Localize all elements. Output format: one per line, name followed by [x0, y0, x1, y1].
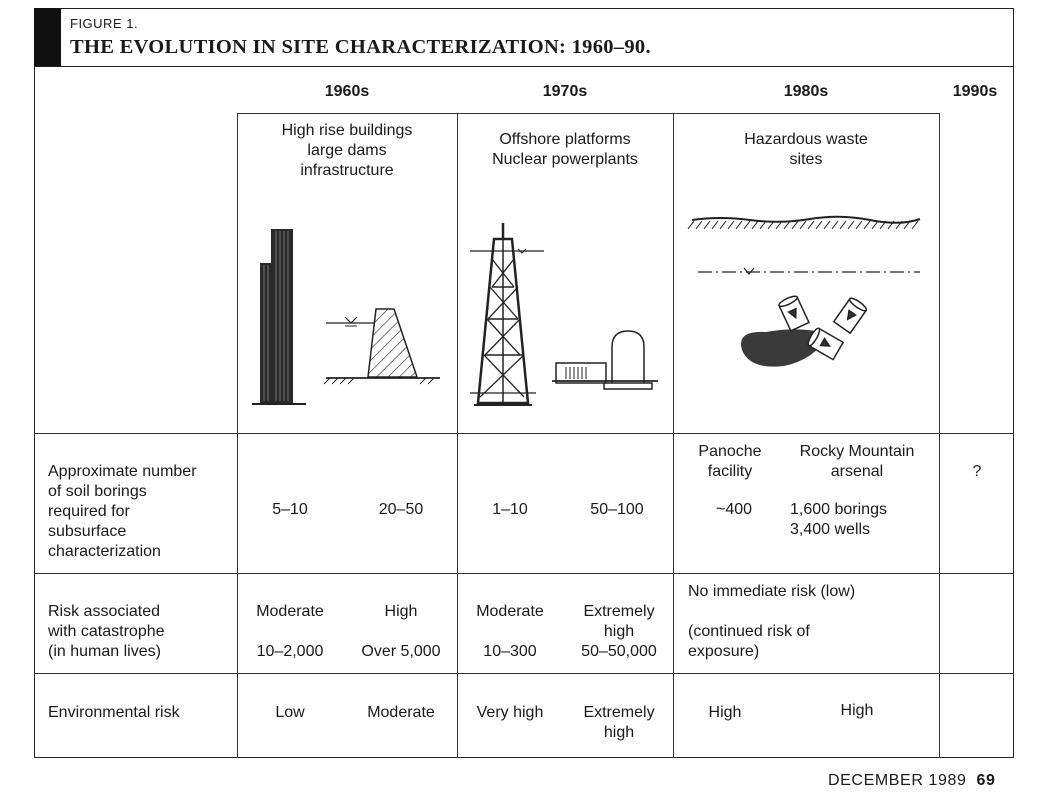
risk-note-cont: exposure) — [688, 643, 760, 660]
rocky-arsenal: arsenal — [830, 463, 884, 480]
project-infrastructure: infrastructure — [300, 162, 394, 179]
panoche-header — [684, 442, 776, 482]
risk-level: Extremely — [583, 603, 655, 620]
row-label-borings — [48, 462, 197, 562]
high-rise-building-icon — [252, 229, 306, 404]
project-dams: large dams — [307, 142, 387, 159]
env-offshore: Very high — [476, 704, 544, 721]
catastrophe-hazardous — [688, 582, 855, 662]
row-label-line: (in human lives) — [48, 643, 161, 660]
catastrophe-offshore — [464, 602, 556, 662]
decade-1990s: 1990s — [952, 83, 998, 100]
risk-level: Moderate — [476, 603, 544, 620]
row-label-line: subsurface — [48, 523, 127, 540]
footer-date: DECEMBER 1989 — [828, 772, 967, 789]
lives-range: 10–300 — [483, 643, 537, 660]
page-footer — [828, 772, 996, 790]
row-label-environmental: Environmental risk — [48, 704, 180, 721]
catastrophe-highrise — [244, 602, 336, 662]
decade-1960s: 1960s — [324, 83, 370, 100]
borings-rocky-count: 1,600 borings — [790, 501, 887, 518]
risk-level-cont: high — [603, 623, 635, 640]
borings-highrise: 5–10 — [272, 501, 308, 518]
figure-title: THE EVOLUTION IN SITE CHARACTERIZATION: 1960–90. — [70, 36, 651, 58]
env-panoche: High — [708, 704, 742, 721]
env-nuclear — [568, 703, 670, 743]
grid-line-col1 — [237, 113, 238, 758]
page-number: 69 — [976, 772, 996, 789]
risk-note: (continued risk of — [688, 623, 810, 640]
env-level: Extremely — [583, 704, 655, 721]
grid-line-col2 — [457, 113, 458, 758]
offshore-platform-icon — [470, 223, 544, 405]
grid-line-decades — [237, 113, 939, 114]
projects-1980s — [690, 130, 922, 170]
env-rocky: High — [840, 702, 874, 719]
row-label-line: Risk associated — [48, 603, 161, 620]
project-sites: sites — [789, 151, 823, 168]
borings-1990s: ? — [972, 463, 982, 480]
borings-panoche: ~400 — [715, 501, 753, 518]
projects-1960s — [244, 121, 450, 181]
borings-nuclear: 50–100 — [590, 501, 644, 518]
building-and-dam-illustration — [244, 215, 454, 420]
panoche-name: Panoche — [698, 443, 762, 460]
grid-line-row3 — [34, 673, 1014, 674]
decade-1970s: 1970s — [542, 83, 588, 100]
dam-icon — [324, 309, 440, 384]
risk-level: Moderate — [256, 603, 324, 620]
row-label-line: Approximate number — [48, 463, 197, 480]
env-dams: Moderate — [367, 704, 435, 721]
grid-line-row2 — [34, 573, 1014, 574]
water-table-icon — [698, 268, 920, 274]
project-nuclear: Nuclear powerplants — [492, 151, 638, 168]
panoche-facility: facility — [707, 463, 753, 480]
risk-level: High — [384, 603, 418, 620]
row-label-catastrophe — [48, 602, 165, 662]
rocky-name: Rocky Mountain — [799, 443, 915, 460]
row-label-line: characterization — [48, 543, 161, 560]
row-label-line: with catastrophe — [48, 623, 165, 640]
decade-1980s: 1980s — [783, 83, 829, 100]
platform-and-plant-illustration — [462, 215, 668, 420]
project-offshore: Offshore platforms — [499, 131, 631, 148]
figure-label: FIGURE 1. — [70, 16, 139, 31]
rocky-header — [782, 442, 932, 482]
wells-rocky-count: 3,400 wells — [790, 521, 871, 538]
borings-dams: 20–50 — [378, 501, 424, 518]
lives-range: 50–50,000 — [581, 643, 657, 660]
project-highrise: High rise buildings — [281, 122, 413, 139]
grid-line-col3 — [673, 113, 674, 758]
header-divider — [34, 66, 1014, 67]
figure-marker-bar — [34, 8, 61, 66]
grid-line-col4 — [939, 113, 940, 758]
lives-range: 10–2,000 — [256, 643, 324, 660]
hazardous-waste-illustration — [680, 210, 936, 420]
catastrophe-dams — [352, 602, 450, 662]
project-hazardous-waste: Hazardous waste — [744, 131, 868, 148]
borings-rocky — [790, 500, 887, 540]
row-label-line: of soil borings — [48, 483, 147, 500]
projects-1970s — [462, 130, 668, 170]
lives-range: Over 5,000 — [361, 643, 441, 660]
ground-surface-icon — [688, 217, 920, 229]
borings-offshore: 1–10 — [492, 501, 528, 518]
catastrophe-nuclear — [568, 602, 670, 662]
risk-level: No immediate risk (low) — [688, 583, 856, 600]
nuclear-plant-icon — [552, 331, 658, 389]
env-level-cont: high — [603, 724, 635, 741]
row-label-line: required for — [48, 503, 130, 520]
grid-line-row1 — [34, 433, 1014, 434]
env-highrise: Low — [275, 704, 305, 721]
